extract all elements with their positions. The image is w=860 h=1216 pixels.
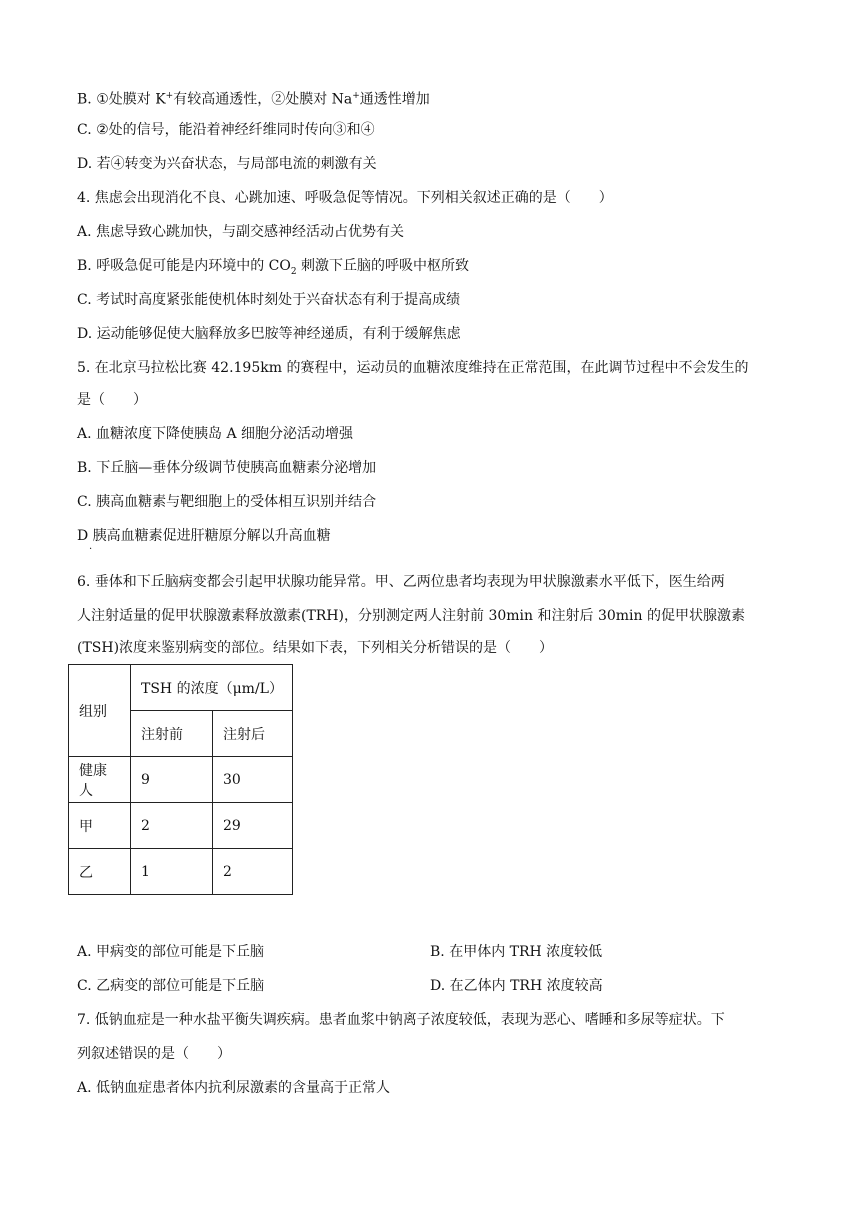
q4-option-c: C. 考试时高度紧张能使机体时刻处于兴奋状态有利于提高成绩 [77, 292, 461, 308]
q5-option-d-dot: . [89, 541, 93, 552]
before-header-cell: 注射前 [131, 711, 213, 757]
table-row [69, 803, 293, 849]
after-cell: 2 [213, 849, 293, 895]
q5-option-b: B. 下丘脑—垂体分级调节使胰高血糖素分泌增加 [77, 460, 377, 476]
group-header-cell: 组别 [69, 665, 131, 757]
q6-stem-line2: 人注射适量的促甲状腺激素释放激素(TRH)，分别测定两人注射前 30min 和注射后 30min 的促甲状腺激素 [77, 608, 745, 624]
q5-option-c: C. 胰高血糖素与靶细胞上的受体相互识别并结合 [77, 494, 377, 510]
after-cell: 30 [213, 757, 293, 803]
after-header-cell: 注射后 [213, 711, 293, 757]
q6-stem-line1: 6. 垂体和下丘脑病变都会引起甲状腺功能异常。甲、乙两位患者均表现为甲状腺激素水平低下，医生给两 [77, 574, 725, 590]
q5-stem-line1: 5. 在北京马拉松比赛 42.195km 的赛程中，运动员的血糖浓度维持在正常范围，在此调节过程中不会发生的 [77, 360, 749, 376]
group-cell: 乙 [69, 849, 131, 895]
table-header-row [69, 665, 293, 711]
q6-stem-line3: (TSH)浓度来鉴别病变的部位。结果如下表，下列相关分析错误的是（ ） [77, 640, 554, 656]
q5-stem-line2: 是（ ） [77, 392, 147, 408]
q5-option-d: D 胰高血糖素促进肝糖原分解以升高血糖 [77, 528, 331, 544]
table-row [69, 757, 293, 803]
q7-stem-line2: 列叙述错误的是（ ） [77, 1046, 231, 1062]
before-cell: 1 [131, 849, 213, 895]
q4-option-a: A. 焦虑导致心跳加快，与副交感神经活动占优势有关 [77, 224, 405, 240]
before-cell: 2 [131, 803, 213, 849]
table-row [69, 849, 293, 895]
q5-option-a: A. 血糖浓度下降使胰岛 A 细胞分泌活动增强 [77, 426, 354, 442]
q6-option-b: B. 在甲体内 TRH 浓度较低 [430, 944, 603, 960]
q4-stem: 4. 焦虑会出现消化不良、心跳加速、呼吸急促等情况。下列相关叙述正确的是（ ） [77, 190, 613, 206]
group-cell: 健康人 [69, 757, 131, 803]
tsh-header-cell: TSH 的浓度（μm/L） [131, 665, 293, 711]
q3-option-b: B. ①处膜对 K+有较高通透性，②处膜对 Na+通透性增加 [77, 91, 430, 108]
q6-option-c: C. 乙病变的部位可能是下丘脑 [77, 978, 265, 994]
group-cell: 甲 [69, 803, 131, 849]
before-cell: 9 [131, 757, 213, 803]
q4-option-d: D. 运动能够促使大脑释放多巴胺等神经递质，有利于缓解焦虑 [77, 326, 461, 342]
after-cell: 29 [213, 803, 293, 849]
q6-option-a: A. 甲病变的部位可能是下丘脑 [77, 944, 265, 960]
tsh-table [68, 664, 293, 895]
q3-option-c: C. ②处的信号，能沿着神经纤维同时传向③和④ [77, 122, 375, 138]
q4-option-b: B. 呼吸急促可能是内环境中的 $CO_2$ 刺激下丘脑的呼吸中枢所致 [77, 258, 470, 277]
q3-option-d: D. 若④转变为兴奋状态，与局部电流的刺激有关 [77, 156, 377, 172]
q6-option-d: D. 在乙体内 TRH 浓度较高 [430, 978, 603, 994]
q7-stem-line1: 7. 低钠血症是一种水盐平衡失调疾病。患者血浆中钠离子浓度较低，表现为恶心、嗜睡和多尿等症状。下 [77, 1012, 725, 1028]
q7-option-a: A. 低钠血症患者体内抗利尿激素的含量高于正常人 [77, 1080, 391, 1096]
